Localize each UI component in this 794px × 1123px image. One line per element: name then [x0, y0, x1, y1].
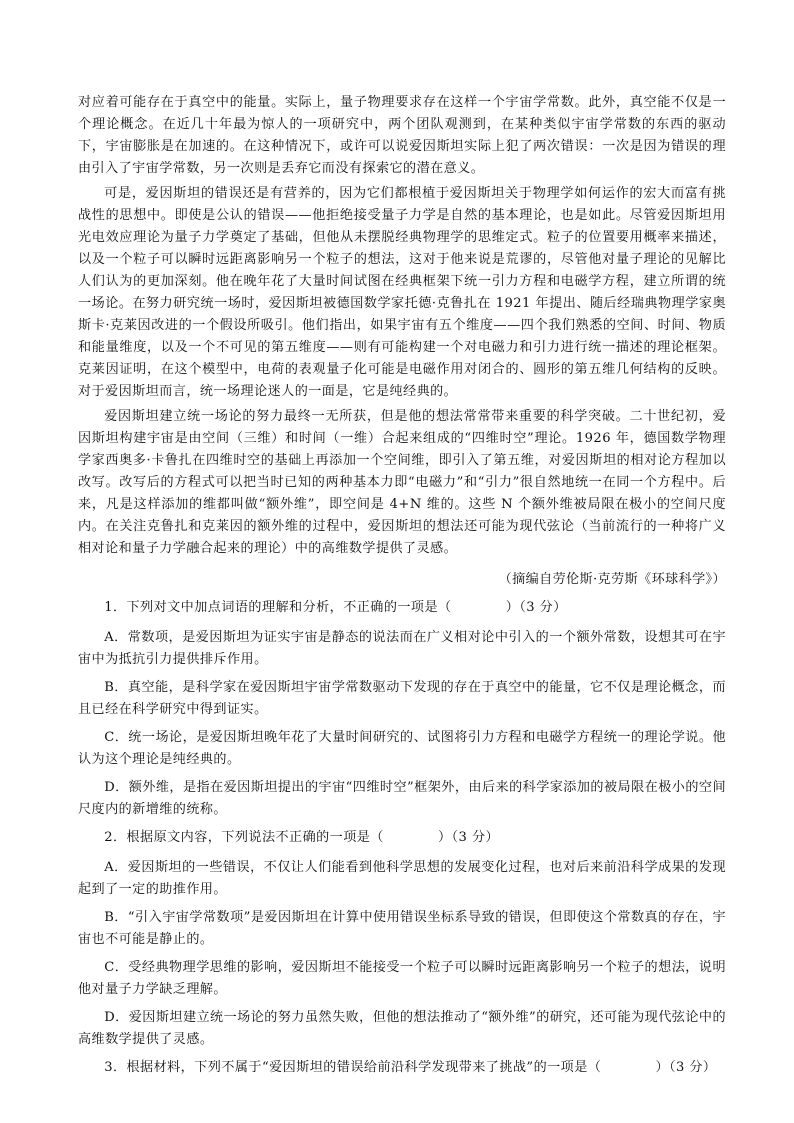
question-1-option-c: C．统一场论，是爱因斯坦晚年花了大量时间研究的、试图将引力方程和电磁学方程统一的理论学说。他认为这个理论是纯经典的。: [78, 730, 726, 767]
question-1-option-b: B．真空能，是科学家在爱因斯坦宇宙学常数驱动下发现的存在于真空中的能量，它不仅是理论概念，而且已经在科学研究中得到证实。: [78, 680, 726, 717]
question-2-stem: 2．根据原文内容，下列说法不正确的一项是（ ）（3 分）: [104, 830, 500, 845]
question-2-option-c: C．受经典物理学思维的影响，爱因斯坦不能接受一个粒子可以瞬时远距离影响另一个粒子的想法，说明他对量子力学缺乏理解。: [78, 960, 726, 997]
passage-paragraph: 可是，爱因斯坦的错误还是有营养的，因为它们都根植于爱因斯坦关于物理学如何运作的宏大而富有挑战性的思想中。即使是公认的错误——他拒绝接受量子力学是自然的基本理论，也是如此。尽管爱因斯坦用光电效应理论为量子力学奠定了基础，但他从未摆脱经典物理学的思维定式。粒子的位置要用概率来描述，以及一个粒子可以瞬时远距离影响另一个粒子的想法，这对于他来说是荒谬的，尽管他对量子理论的见解比人们认为的更加深刻。他在晚年花了大量时间试图在经典框架下统一引力方程和电磁学方程，建立所谓的统一场论。在努力研究统一场时，爱因斯坦被德国数学家托德·克鲁扎在 1921 年提出、随后经瑞典物理学家奥斯卡·克莱因改进的一个假设所吸引。他们指出，如果宇宙有五个维度——四个我们熟悉的空间、时间、物质和能量维度，以及一个不可见的第五维度——则有可能构建一个对电磁力和引力进行统一描述的理论框架。克莱因证明，在这个模型中，电荷的表观量子化可能是电磁作用对闭合的、圆形的第五维几何结构的反映。对于爱因斯坦而言，统一场理论迷人的一面是，它是纯经典的。: [78, 186, 726, 399]
question-2-option-a: A．爱因斯坦的一些错误，不仅让人们能看到他科学思想的发展变化过程，也对后来前沿科学成果的发现起到了一定的助推作用。: [78, 860, 726, 897]
passage-paragraph: 爱因斯坦建立统一场论的努力最终一无所获，但是他的想法常常带来重要的科学突破。二十世纪初，爱因斯坦构建宇宙是由空间（三维）和时间（一维）合起来组成的“四维时空”理论。1926 年，德国数学物理学家西奥多·卡鲁扎在四维时空的基础上再添加一个空间维，即引入了第五维，对爱因斯坦的相对论方程加以改写。改写后的方程式可以把当时已知的两种基本力即“电磁力”和“引力”很自然地统一在同一个方程中。后来，凡是这样添加的维都叫做“额外维”，即空间是 4+N 维的。这些 N 个额外维被局限在极小的空间尺度内。在关注克鲁扎和克莱因的额外维的过程中，爱因斯坦的想法还可能为现代弦论（当前流行的一种将广义相对论和量子力学融合起来的理论）中的高维数学提供了灵感。: [78, 409, 726, 556]
question-1-stem: 1．下列对文中加点词语的理解和分析，不正确的一项是（ ）（3 分）: [104, 600, 567, 615]
question-2-option-d: D．爱因斯坦建立统一场论的努力虽然失败，但他的想法推动了“额外维”的研究，还可能为现代弦论中的高维数学提供了灵感。: [78, 1010, 726, 1047]
passage-paragraph: 对应着可能存在于真空中的能量。实际上，量子物理要求存在这样一个宇宙学常数。此外，真空能不仅是一个理论概念。在近几十年最为惊人的一项研究中，两个团队观测到，在某种类似宇宙学常数的东西的驱动下，宇宙膨胀是在加速的。在这种情况下，或许可以说爱因斯坦实际上犯了两次错误：一次是因为错误的理由引入了宇宙学常数，另一次则是丢弃它而没有探索它的潜在意义。: [78, 95, 726, 176]
question-1-option-a: A．常数项，是爱因斯坦为证实宇宙是静态的说法而在广义相对论中引入的一个额外常数，设想其可在宇宙中为抵抗引力提供排斥作用。: [78, 630, 726, 667]
question-1-option-d: D．额外维，是指在爱因斯坦提出的宇宙“四维时空”框架外，由后来的科学家添加的被局限在极小的空间尺度内的新增维的统称。: [78, 780, 726, 817]
passage-source: （摘编自劳伦斯·克劳斯《环球科学》）: [498, 572, 726, 587]
document-page: [78, 92, 726, 1087]
question-3-stem: 3．根据材料，下列不属于“爱因斯坦的错误给前沿科学发现带来了挑战”的一项是（ ）（3 分）: [104, 1060, 717, 1075]
question-2-option-b: B．“引入宇宙学常数项”是爱因斯坦在计算中使用错误坐标系导致的错误，但即使这个常数真的存在，宇宙也不可能是静止的。: [78, 910, 726, 947]
